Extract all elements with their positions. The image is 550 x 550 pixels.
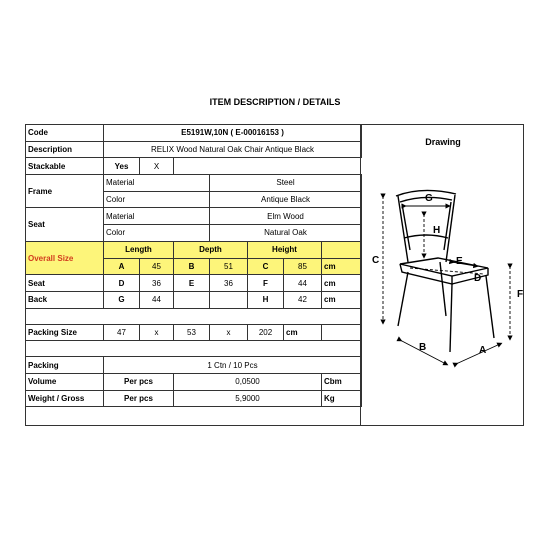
frame-material-label: Material — [104, 175, 210, 192]
seat-material-value: Elm Wood — [210, 208, 362, 225]
seat-unit: cm — [322, 275, 362, 292]
stackable-label: Stackable — [26, 158, 104, 175]
back-g-value: 44 — [140, 291, 174, 308]
frame-label: Frame — [26, 175, 104, 208]
label-d: D — [474, 273, 482, 284]
stackable-mark: X — [140, 158, 174, 175]
label-f: F — [517, 289, 524, 300]
packing-size-label: Packing Size — [26, 324, 104, 341]
back-label: Back — [26, 291, 104, 308]
weight-label: Weight / Gross — [26, 390, 104, 407]
label-e: E — [456, 256, 463, 267]
weight-per: Per pcs — [104, 390, 174, 407]
seat-material-label: Material — [104, 208, 210, 225]
frame-color-label: Color — [104, 191, 210, 208]
label-g: G — [425, 193, 433, 204]
label-b: B — [419, 342, 427, 353]
packing-width: 53 — [174, 324, 210, 341]
packing-value: 1 Ctn / 10 Pcs — [104, 357, 362, 374]
seat-d-value: 36 — [140, 275, 174, 292]
packing-x2: x — [210, 324, 248, 341]
label-h: H — [433, 225, 441, 236]
overall-b: B — [174, 258, 210, 275]
overall-a-value: 45 — [140, 258, 174, 275]
frame-material-value: Steel — [210, 175, 362, 192]
depth-label: Depth — [174, 241, 248, 258]
overall-c-value: 85 — [284, 258, 322, 275]
frame-color-value: Antique Black — [210, 191, 362, 208]
code-label: Code — [26, 125, 104, 142]
volume-per: Per pcs — [104, 373, 174, 390]
volume-value: 0,0500 — [174, 373, 322, 390]
page-title: ITEM DESCRIPTION / DETAILS — [209, 97, 341, 107]
weight-unit: Kg — [322, 390, 362, 407]
height-label: Height — [248, 241, 322, 258]
seat-label: Seat — [26, 208, 104, 241]
length-label: Length — [104, 241, 174, 258]
seat-row-label: Seat — [26, 275, 104, 292]
packing-length: 47 — [104, 324, 140, 341]
code-value: E5191W,10N ( E-00016153 ) — [104, 125, 362, 142]
label-a: A — [479, 345, 487, 356]
seat-color-value: Natural Oak — [210, 225, 362, 242]
label-c: C — [372, 255, 380, 266]
description-value: RELIX Wood Natural Oak Chair Antique Black — [104, 141, 362, 158]
seat-e: E — [174, 275, 210, 292]
overall-a: A — [104, 258, 140, 275]
back-g: G — [104, 291, 140, 308]
packing-x1: x — [140, 324, 174, 341]
back-unit: cm — [322, 291, 362, 308]
seat-f: F — [248, 275, 284, 292]
overall-c: C — [248, 258, 284, 275]
overall-b-value: 51 — [210, 258, 248, 275]
seat-d: D — [104, 275, 140, 292]
volume-unit: Cbm — [322, 373, 362, 390]
seat-color-label: Color — [104, 225, 210, 242]
back-h-value: 42 — [284, 291, 322, 308]
packing-unit: cm — [284, 324, 322, 341]
seat-e-value: 36 — [210, 275, 248, 292]
overall-size-label: Overall Size — [26, 241, 104, 274]
packing-height: 202 — [248, 324, 284, 341]
seat-f-value: 44 — [284, 275, 322, 292]
stackable-yes: Yes — [104, 158, 140, 175]
description-label: Description — [26, 141, 104, 158]
back-h: H — [248, 291, 284, 308]
overall-unit: cm — [322, 258, 362, 275]
drawing-title: Drawing — [425, 137, 461, 147]
packing-label: Packing — [26, 357, 104, 374]
volume-label: Volume — [26, 373, 104, 390]
weight-value: 5,9000 — [174, 390, 322, 407]
